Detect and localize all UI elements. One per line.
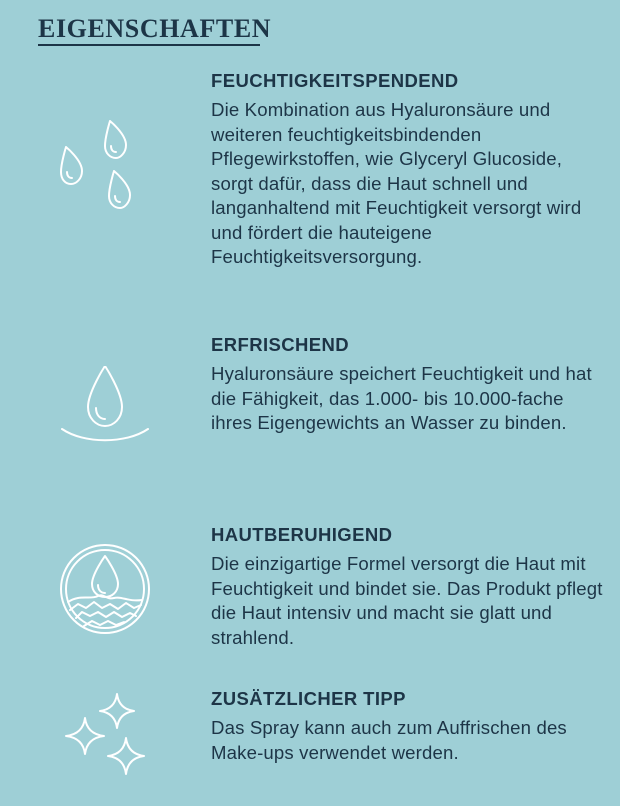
section-title: EIGENSCHAFTEN	[38, 14, 272, 43]
sparkles-icon	[58, 688, 152, 782]
feature-description: Die Kombination aus Hyaluronsäure und weiteren feuchtigkeitsbindenden Pflegewirkstoffen, wie Glyceryl Glucoside, sorgt dafür, dass die Haut schnell und langanhaltend mit Feuchtigkeit versorgt wird und fördert die hauteigene Feuchtigkeitsversorgung.	[211, 99, 582, 267]
feature-title: HAUTBERUHIGEND	[211, 524, 393, 545]
drop-in-circle-icon	[58, 542, 152, 636]
feature-title: ZUSÄTZLICHER TIPP	[211, 688, 406, 709]
water-drops-icon	[58, 120, 152, 214]
feature-title: FEUCHTIGKEITSPENDEND	[211, 70, 459, 91]
title-underline	[38, 44, 260, 46]
feature-description: Hyaluronsäure speichert Feuchtigkeit und hat die Fähigkeit, das 1.000- bis 10.000-fache ihres Eigengewichts an Wasser zu binden.	[211, 363, 592, 433]
feature-description: Das Spray kann auch zum Auffrischen des Make-ups verwendet werden.	[211, 717, 567, 763]
drop-on-surface-icon	[58, 366, 152, 460]
feature-description: Die einzigartige Formel versorgt die Haut mit Feuchtigkeit und bindet sie. Das Produkt pflegt die Haut intensiv und macht sie glatt und strahlend.	[211, 553, 603, 648]
feature-title: ERFRISCHEND	[211, 334, 350, 355]
